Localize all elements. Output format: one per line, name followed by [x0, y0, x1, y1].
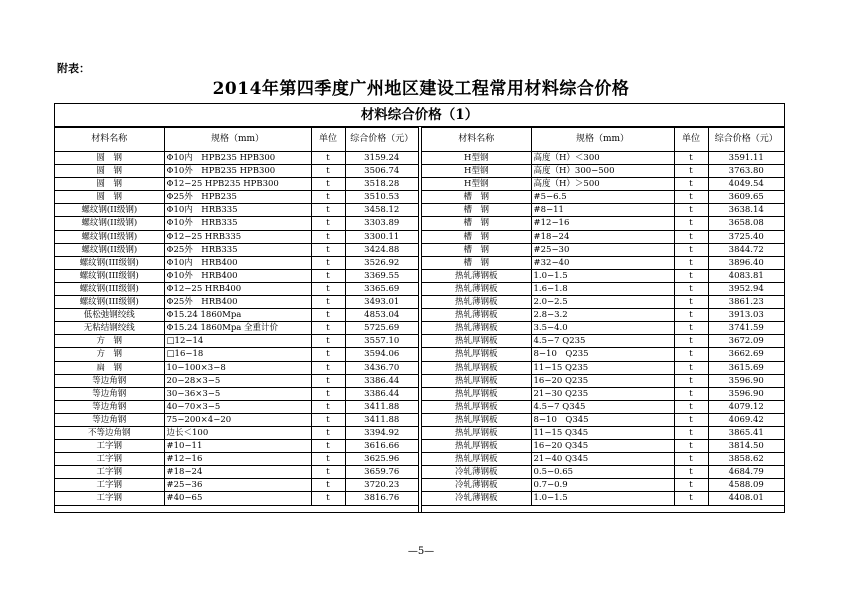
- spec-cell: 8−10 Q235: [531, 348, 674, 361]
- spec-cell: #32−40: [531, 256, 674, 269]
- unit-cell: t: [674, 479, 708, 492]
- unit-cell: t: [311, 152, 345, 165]
- spec-cell: #18−24: [164, 466, 311, 479]
- price-cell: 3952.94: [708, 282, 784, 295]
- table-row: [422, 466, 784, 479]
- spec-cell: Φ10内 HPB235 HPB300: [164, 152, 311, 165]
- material-name-cell: 螺纹钢(II级钢): [55, 204, 164, 217]
- left-price-table: [55, 127, 418, 506]
- price-cell: 4083.81: [708, 269, 784, 282]
- price-cell: 4069.42: [708, 413, 784, 426]
- material-name-cell: 等边角钢: [55, 374, 164, 387]
- table-row: [55, 361, 418, 374]
- table-row: [422, 230, 784, 243]
- unit-cell: t: [674, 426, 708, 439]
- spec-cell: 8−10 Q345: [531, 413, 674, 426]
- header-name: 材料名称: [422, 128, 531, 152]
- material-name-cell: 槽 钢: [422, 191, 531, 204]
- attachment-label: 附表：: [57, 62, 90, 75]
- table-row: [422, 335, 784, 348]
- spec-cell: #8−11: [531, 204, 674, 217]
- unit-cell: t: [311, 348, 345, 361]
- table-row: [55, 466, 418, 479]
- price-cell: 3411.88: [345, 413, 418, 426]
- material-name-cell: 不等边角钢: [55, 426, 164, 439]
- unit-cell: t: [674, 230, 708, 243]
- material-name-cell: 热轧薄钢板: [422, 269, 531, 282]
- table-row: [55, 387, 418, 400]
- unit-cell: t: [674, 165, 708, 178]
- spec-cell: □12−14: [164, 335, 311, 348]
- table-row: [422, 165, 784, 178]
- unit-cell: t: [674, 348, 708, 361]
- price-sheet: [54, 103, 785, 513]
- unit-cell: t: [674, 387, 708, 400]
- table-row: [55, 217, 418, 230]
- price-cell: 3672.09: [708, 335, 784, 348]
- spec-cell: 2.8−3.2: [531, 309, 674, 322]
- price-cell: 3625.96: [345, 453, 418, 466]
- table-row: [55, 440, 418, 453]
- material-name-cell: 冷轧薄钢板: [422, 492, 531, 505]
- material-name-cell: 无粘结钢绞线: [55, 322, 164, 335]
- unit-cell: t: [674, 492, 708, 505]
- unit-cell: t: [674, 413, 708, 426]
- table-row: [422, 413, 784, 426]
- right-table-body: [422, 152, 784, 506]
- spec-cell: 高度（H）＜300: [531, 152, 674, 165]
- spec-cell: □16−18: [164, 348, 311, 361]
- table-row: [55, 282, 418, 295]
- table-row: [422, 204, 784, 217]
- unit-cell: t: [674, 322, 708, 335]
- spec-cell: #25−30: [531, 243, 674, 256]
- table-row: [422, 400, 784, 413]
- price-cell: 3616.66: [345, 440, 418, 453]
- material-name-cell: 螺纹钢(III级钢): [55, 256, 164, 269]
- unit-cell: t: [674, 191, 708, 204]
- unit-cell: t: [674, 243, 708, 256]
- spec-cell: 4.5−7 Q345: [531, 400, 674, 413]
- spec-cell: Φ10内 HRB400: [164, 256, 311, 269]
- header-unit: 单位: [311, 128, 345, 152]
- price-cell: 4408.01: [708, 492, 784, 505]
- material-name-cell: 方 钢: [55, 348, 164, 361]
- table-row: [422, 256, 784, 269]
- spec-cell: Φ12−25 HRB335: [164, 230, 311, 243]
- table-row: [55, 230, 418, 243]
- spec-cell: #40−65: [164, 492, 311, 505]
- price-cell: 3741.59: [708, 322, 784, 335]
- price-cell: 3596.90: [708, 374, 784, 387]
- material-name-cell: 等边角钢: [55, 413, 164, 426]
- table-row: [422, 309, 784, 322]
- spec-cell: 3.5−4.0: [531, 322, 674, 335]
- table-row: [422, 440, 784, 453]
- unit-cell: t: [674, 466, 708, 479]
- price-cell: 3557.10: [345, 335, 418, 348]
- price-cell: 3662.69: [708, 348, 784, 361]
- material-name-cell: H型钢: [422, 178, 531, 191]
- table-row: [55, 426, 418, 439]
- table-row: [55, 178, 418, 191]
- material-name-cell: 圆 钢: [55, 152, 164, 165]
- spec-cell: #18−24: [531, 230, 674, 243]
- price-cell: 3816.76: [345, 492, 418, 505]
- material-name-cell: 热轧厚钢板: [422, 348, 531, 361]
- table-row: [55, 413, 418, 426]
- header-spec: 规格（mm）: [164, 128, 311, 152]
- header-spec: 规格（mm）: [531, 128, 674, 152]
- spec-cell: Φ10内 HRB335: [164, 204, 311, 217]
- table-row: [55, 256, 418, 269]
- table-row: [422, 152, 784, 165]
- unit-cell: t: [674, 269, 708, 282]
- material-name-cell: H型钢: [422, 165, 531, 178]
- table-row: [55, 374, 418, 387]
- spec-cell: 11−15 Q345: [531, 426, 674, 439]
- spec-cell: 0.5−0.65: [531, 466, 674, 479]
- spec-cell: 21−30 Q235: [531, 387, 674, 400]
- price-cell: 3896.40: [708, 256, 784, 269]
- table-row: [55, 309, 418, 322]
- material-name-cell: 热轧厚钢板: [422, 413, 531, 426]
- unit-cell: t: [674, 335, 708, 348]
- material-name-cell: 圆 钢: [55, 178, 164, 191]
- spec-cell: Φ25外 HRB335: [164, 243, 311, 256]
- unit-cell: t: [311, 282, 345, 295]
- table-subtitle: 材料综合价格（1）: [55, 104, 784, 127]
- spec-cell: 1.0−1.5: [531, 492, 674, 505]
- price-cell: 3394.92: [345, 426, 418, 439]
- unit-cell: t: [311, 191, 345, 204]
- material-name-cell: 等边角钢: [55, 387, 164, 400]
- unit-cell: t: [311, 466, 345, 479]
- price-cell: 3411.88: [345, 400, 418, 413]
- material-name-cell: 热轧薄钢板: [422, 296, 531, 309]
- unit-cell: t: [311, 204, 345, 217]
- spec-cell: #25−36: [164, 479, 311, 492]
- price-cell: 3861.23: [708, 296, 784, 309]
- price-cell: 3638.14: [708, 204, 784, 217]
- material-name-cell: 螺纹钢(II级钢): [55, 230, 164, 243]
- price-cell: 5725.69: [345, 322, 418, 335]
- unit-cell: t: [674, 400, 708, 413]
- unit-cell: t: [311, 322, 345, 335]
- table-row: [422, 479, 784, 492]
- material-name-cell: 低松弛钢绞线: [55, 309, 164, 322]
- table-row: [55, 152, 418, 165]
- spec-cell: Φ10外 HRB400: [164, 269, 311, 282]
- header-price: 综合价格（元）: [708, 128, 784, 152]
- spec-cell: 高度（H）＞500: [531, 178, 674, 191]
- material-name-cell: H型钢: [422, 152, 531, 165]
- header-unit: 单位: [674, 128, 708, 152]
- spec-cell: 10−100×3−8: [164, 361, 311, 374]
- price-cell: 3386.44: [345, 374, 418, 387]
- header-name: 材料名称: [55, 128, 164, 152]
- unit-cell: t: [311, 269, 345, 282]
- material-name-cell: 圆 钢: [55, 191, 164, 204]
- price-cell: 3865.41: [708, 426, 784, 439]
- unit-cell: t: [674, 256, 708, 269]
- spec-cell: #12−16: [164, 453, 311, 466]
- price-cell: 3159.24: [345, 152, 418, 165]
- price-cell: 3506.74: [345, 165, 418, 178]
- price-cell: 3436.70: [345, 361, 418, 374]
- unit-cell: t: [311, 256, 345, 269]
- table-row: [422, 191, 784, 204]
- unit-cell: t: [311, 387, 345, 400]
- material-name-cell: 螺纹钢(III级钢): [55, 269, 164, 282]
- price-cell: 3615.69: [708, 361, 784, 374]
- price-cell: 4853.04: [345, 309, 418, 322]
- price-cell: 3596.90: [708, 387, 784, 400]
- table-row: [55, 243, 418, 256]
- spec-cell: 11−15 Q235: [531, 361, 674, 374]
- spec-cell: Φ15.24 1860Mpa: [164, 309, 311, 322]
- table-row: [422, 348, 784, 361]
- price-cell: 3913.03: [708, 309, 784, 322]
- price-cell: 3369.55: [345, 269, 418, 282]
- table-row: [422, 374, 784, 387]
- unit-cell: t: [311, 361, 345, 374]
- spec-cell: 高度（H）300−500: [531, 165, 674, 178]
- material-name-cell: 热轧厚钢板: [422, 361, 531, 374]
- price-cell: 4079.12: [708, 400, 784, 413]
- price-cell: 3763.80: [708, 165, 784, 178]
- table-row: [422, 361, 784, 374]
- unit-cell: t: [674, 440, 708, 453]
- header-row: [422, 128, 784, 152]
- material-name-cell: 冷轧薄钢板: [422, 479, 531, 492]
- material-name-cell: 槽 钢: [422, 217, 531, 230]
- material-name-cell: 冷轧薄钢板: [422, 466, 531, 479]
- material-name-cell: 工字钢: [55, 492, 164, 505]
- material-name-cell: 螺纹钢(III级钢): [55, 296, 164, 309]
- unit-cell: t: [311, 178, 345, 191]
- price-cell: 3609.65: [708, 191, 784, 204]
- material-name-cell: 热轧厚钢板: [422, 335, 531, 348]
- table-row: [422, 492, 784, 505]
- spec-cell: #5−6.5: [531, 191, 674, 204]
- spec-cell: Φ15.24 1860Mpa 全重计价: [164, 322, 311, 335]
- spec-cell: Φ10外 HRB335: [164, 217, 311, 230]
- table-row: [422, 296, 784, 309]
- unit-cell: t: [311, 426, 345, 439]
- unit-cell: t: [311, 296, 345, 309]
- spec-cell: 0.7−0.9: [531, 479, 674, 492]
- table-row: [55, 400, 418, 413]
- unit-cell: t: [311, 453, 345, 466]
- unit-cell: t: [674, 217, 708, 230]
- price-cell: 3720.23: [345, 479, 418, 492]
- unit-cell: t: [311, 309, 345, 322]
- table-row: [55, 269, 418, 282]
- spec-cell: 2.0−2.5: [531, 296, 674, 309]
- material-name-cell: 等边角钢: [55, 400, 164, 413]
- unit-cell: t: [311, 243, 345, 256]
- spec-cell: Φ10外 HPB235 HPB300: [164, 165, 311, 178]
- material-name-cell: 热轧薄钢板: [422, 322, 531, 335]
- header-row: [55, 128, 418, 152]
- spec-cell: #10−11: [164, 440, 311, 453]
- material-name-cell: 热轧厚钢板: [422, 374, 531, 387]
- material-name-cell: 工字钢: [55, 453, 164, 466]
- spec-cell: Φ25外 HRB400: [164, 296, 311, 309]
- material-name-cell: 螺纹钢(II级钢): [55, 217, 164, 230]
- left-table-section: [55, 127, 418, 506]
- material-name-cell: 槽 钢: [422, 204, 531, 217]
- left-table-body: [55, 152, 418, 506]
- price-cell: 4588.09: [708, 479, 784, 492]
- price-cell: 3591.11: [708, 152, 784, 165]
- unit-cell: t: [311, 479, 345, 492]
- right-price-table: [422, 127, 784, 506]
- spec-cell: 16−20 Q235: [531, 374, 674, 387]
- price-cell: 3424.88: [345, 243, 418, 256]
- material-name-cell: 槽 钢: [422, 243, 531, 256]
- unit-cell: t: [674, 453, 708, 466]
- table-row: [422, 282, 784, 295]
- material-name-cell: 圆 钢: [55, 165, 164, 178]
- table-row: [55, 165, 418, 178]
- table-row: [55, 492, 418, 505]
- material-name-cell: 槽 钢: [422, 230, 531, 243]
- table-row: [55, 204, 418, 217]
- material-name-cell: 热轧厚钢板: [422, 387, 531, 400]
- unit-cell: t: [674, 309, 708, 322]
- table-row: [422, 217, 784, 230]
- material-name-cell: 热轧厚钢板: [422, 440, 531, 453]
- unit-cell: t: [674, 374, 708, 387]
- unit-cell: t: [311, 413, 345, 426]
- price-cell: 3594.06: [345, 348, 418, 361]
- table-row: [422, 322, 784, 335]
- table-row: [55, 191, 418, 204]
- price-cell: 3659.76: [345, 466, 418, 479]
- table-row: [422, 426, 784, 439]
- table-row: [55, 453, 418, 466]
- document-title: 2014年第四季度广州地区建设工程常用材料综合价格: [212, 79, 630, 99]
- material-name-cell: 工字钢: [55, 440, 164, 453]
- spec-cell: 16−20 Q345: [531, 440, 674, 453]
- unit-cell: t: [311, 217, 345, 230]
- spec-cell: Φ12−25 HPB235 HPB300: [164, 178, 311, 191]
- unit-cell: t: [311, 165, 345, 178]
- material-name-cell: 扁 钢: [55, 361, 164, 374]
- price-cell: 3518.28: [345, 178, 418, 191]
- price-cell: 3658.08: [708, 217, 784, 230]
- spec-cell: 1.6−1.8: [531, 282, 674, 295]
- table-row: [55, 322, 418, 335]
- price-cell: 3844.72: [708, 243, 784, 256]
- unit-cell: t: [674, 296, 708, 309]
- material-name-cell: 热轧薄钢板: [422, 282, 531, 295]
- price-cell: 3303.89: [345, 217, 418, 230]
- material-name-cell: 螺纹钢(II级钢): [55, 243, 164, 256]
- table-row: [422, 269, 784, 282]
- price-cell: 3814.50: [708, 440, 784, 453]
- price-cell: 4049.54: [708, 178, 784, 191]
- price-cell: 3858.62: [708, 453, 784, 466]
- spec-cell: #12−16: [531, 217, 674, 230]
- table-row: [55, 479, 418, 492]
- price-cell: 3300.11: [345, 230, 418, 243]
- price-cell: 3725.40: [708, 230, 784, 243]
- table-row: [422, 243, 784, 256]
- price-cell: 3510.53: [345, 191, 418, 204]
- unit-cell: t: [311, 492, 345, 505]
- unit-cell: t: [674, 204, 708, 217]
- material-name-cell: 热轧厚钢板: [422, 426, 531, 439]
- table-row: [55, 348, 418, 361]
- table-row: [422, 178, 784, 191]
- material-name-cell: 槽 钢: [422, 256, 531, 269]
- spec-cell: 边长＜100: [164, 426, 311, 439]
- spec-cell: 20−28×3−5: [164, 374, 311, 387]
- page-number: —5—: [407, 546, 435, 557]
- unit-cell: t: [674, 282, 708, 295]
- unit-cell: t: [674, 152, 708, 165]
- spec-cell: 75−200×4−20: [164, 413, 311, 426]
- unit-cell: t: [311, 335, 345, 348]
- spec-cell: 21−40 Q345: [531, 453, 674, 466]
- price-cell: 3386.44: [345, 387, 418, 400]
- price-cell: 4684.79: [708, 466, 784, 479]
- spec-cell: Φ12−25 HRB400: [164, 282, 311, 295]
- material-name-cell: 热轧厚钢板: [422, 453, 531, 466]
- material-name-cell: 方 钢: [55, 335, 164, 348]
- table-row: [55, 335, 418, 348]
- spec-cell: 40−70×3−5: [164, 400, 311, 413]
- spec-cell: 1.0−1.5: [531, 269, 674, 282]
- spec-cell: Φ25外 HPB235: [164, 191, 311, 204]
- price-cell: 3365.69: [345, 282, 418, 295]
- price-cell: 3493.01: [345, 296, 418, 309]
- price-cell: 3458.12: [345, 204, 418, 217]
- unit-cell: t: [311, 400, 345, 413]
- price-cell: 3526.92: [345, 256, 418, 269]
- right-table-section: [422, 127, 784, 506]
- unit-cell: t: [311, 230, 345, 243]
- table-row: [55, 296, 418, 309]
- spec-cell: 4.5−7 Q235: [531, 335, 674, 348]
- material-name-cell: 热轧薄钢板: [422, 309, 531, 322]
- spec-cell: 30−36×3−5: [164, 387, 311, 400]
- material-name-cell: 螺纹钢(III级钢): [55, 282, 164, 295]
- material-name-cell: 工字钢: [55, 479, 164, 492]
- header-price: 综合价格（元）: [345, 128, 418, 152]
- table-row: [422, 453, 784, 466]
- unit-cell: t: [311, 374, 345, 387]
- unit-cell: t: [674, 361, 708, 374]
- unit-cell: t: [674, 178, 708, 191]
- material-name-cell: 热轧厚钢板: [422, 400, 531, 413]
- material-name-cell: 工字钢: [55, 466, 164, 479]
- unit-cell: t: [311, 440, 345, 453]
- table-row: [422, 387, 784, 400]
